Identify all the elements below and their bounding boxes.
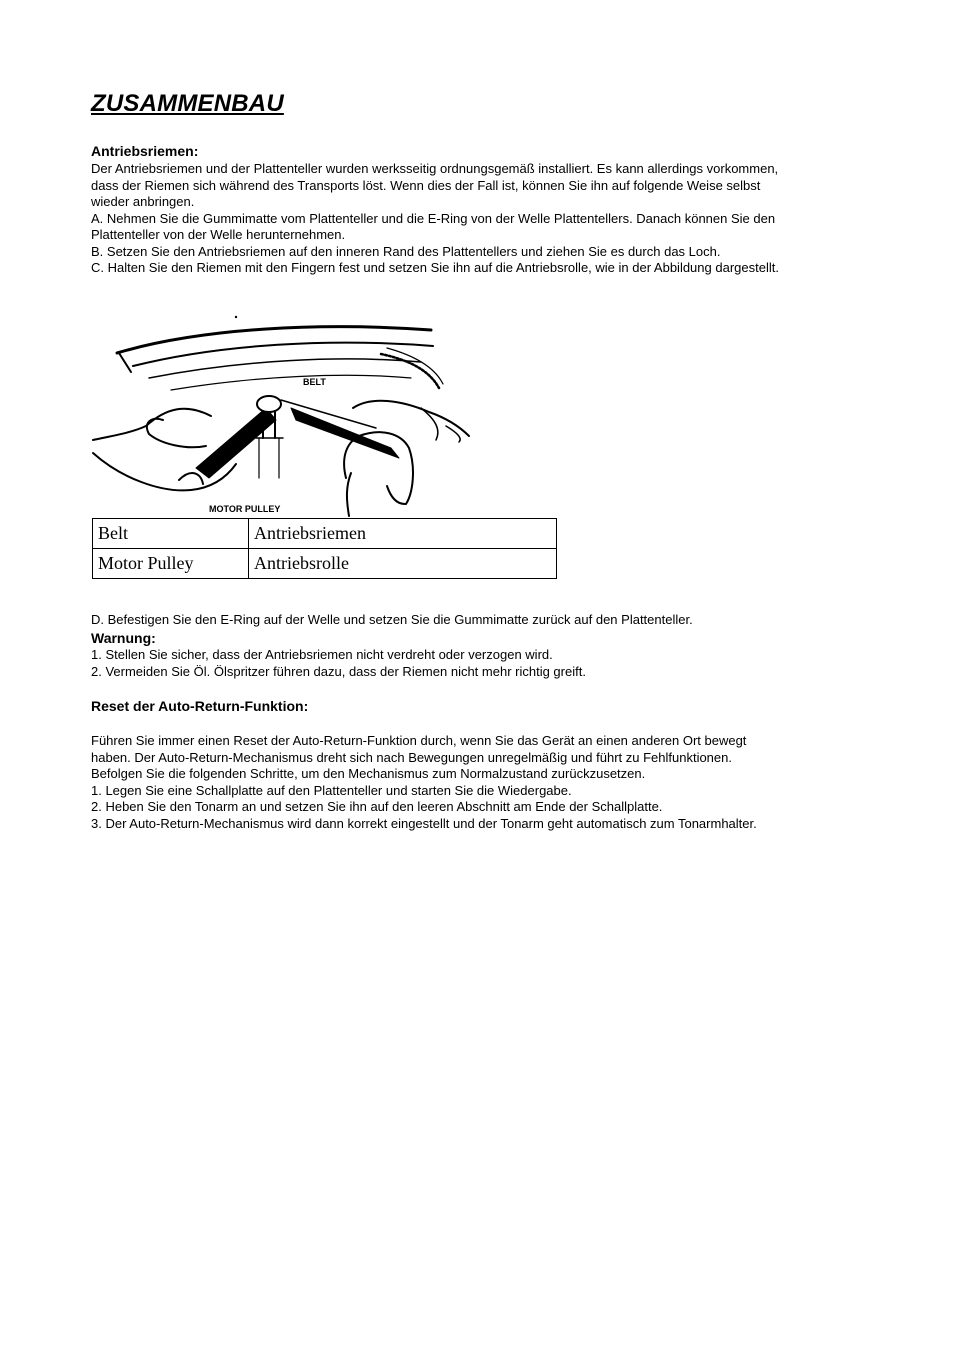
text-line: Führen Sie immer einen Reset der Auto-Return-Funktion durch, wenn Sie das Gerät an einen anderen Ort bewegt [91,733,747,748]
term-cell: Belt [93,519,249,549]
step-a-line: A. Nehmen Sie die Gummimatte vom Plattenteller und die E-Ring von der Welle Plattentellers. Danach können Sie den [91,210,776,226]
reset-step: 2. Heben Sie den Tonarm an und setzen Sie ihn auf den leeren Abschnitt am Ende der Schallplatte. [91,799,663,814]
figure-label-motor-pulley: MOTOR PULLEY [209,504,281,514]
term-cell: Motor Pulley [93,549,249,579]
text-line: wieder anbringen. [91,194,195,209]
table-row [93,519,557,549]
term-legend-table [92,518,557,579]
warning-item: 1. Stellen Sie sicher, dass der Antriebsriemen nicht verdreht oder verzogen wird. [91,647,553,662]
step-d-line: D. Befestigen Sie den E-Ring auf der Welle und setzen Sie die Gummimatte zurück auf den Plattenteller. [91,612,693,627]
text-line: haben. Der Auto-Return-Mechanismus dreht sich nach Bewegungen unregelmäßig und führt zu Fehlfunktionen. [91,749,732,765]
step-d [91,612,871,629]
warning-item: 2. Vermeiden Sie Öl. Ölspritzer führen dazu, dass der Riemen nicht mehr richtig greift. [91,663,586,679]
text-line: Befolgen Sie die folgenden Schritte, um den Mechanismus zum Normalzustand zurückzusetzen. [91,766,646,781]
warning-heading: Warnung: [91,630,156,646]
warning-list [91,647,871,680]
text-line: dass der Riemen sich während des Transports löst. Wenn dies der Fall ist, können Sie ihn auf folgende Weise selbst [91,177,761,193]
belt-heading: Antriebsriemen: [91,143,199,159]
reset-instructions [91,733,871,832]
step-b-line: B. Setzen Sie den Antriebsriemen auf den inneren Rand des Plattentellers und ziehen Sie es durch das Loch. [91,243,721,259]
figure-label-belt: BELT [303,377,326,387]
reset-heading: Reset der Auto-Return-Funktion: [91,698,309,714]
translation-cell: Antriebsriemen [249,519,557,549]
page-title: ZUSAMMENBAU [91,90,284,117]
reset-step: 3. Der Auto-Return-Mechanismus wird dann korrekt eingestellt und der Tonarm geht automatisch zum Tonarmhalter. [91,815,757,831]
text-line: Plattenteller von der Welle herunternehmen. [91,227,346,242]
belt-instructions [91,161,871,277]
table-row [93,549,557,579]
translation-cell: Antriebsrolle [249,549,557,579]
belt-installation-illustration [91,308,491,518]
step-c-line: C. Halten Sie den Riemen mit den Fingern fest und setzen Sie ihn auf die Antriebsrolle, wie in der Abbildung dargestellt. [91,260,779,275]
text-line: Der Antriebsriemen und der Plattenteller wurden werksseitig ordnungsgemäß installiert. Es kann allerdings vorkommen, [91,161,779,176]
reset-step: 1. Legen Sie eine Schallplatte auf den Plattenteller und starten Sie die Wiedergabe. [91,782,572,798]
